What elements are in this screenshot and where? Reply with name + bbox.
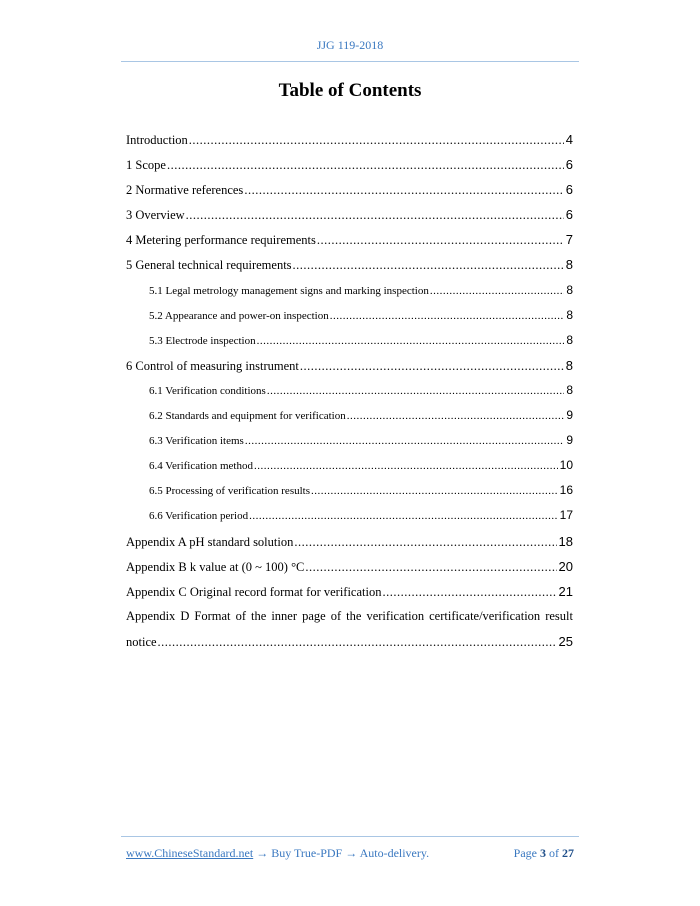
toc-entry-label: 6.1 Verification conditions bbox=[149, 384, 266, 397]
toc-leader bbox=[347, 404, 565, 429]
toc-leader bbox=[245, 429, 565, 454]
toc-entry-label: Appendix C Original record format for verification bbox=[126, 584, 382, 599]
page-current: 3 bbox=[540, 846, 546, 860]
toc-entry-5-3[interactable] bbox=[126, 328, 573, 353]
toc-entry-6-1[interactable] bbox=[126, 378, 573, 403]
toc-entry-general-technical[interactable] bbox=[126, 252, 573, 277]
toc-entry-page: 8 bbox=[566, 282, 573, 297]
toc-entry-6-6[interactable] bbox=[126, 503, 573, 528]
website-link[interactable]: www.ChineseStandard.net bbox=[126, 846, 254, 860]
toc-entry-label: 5.3 Electrode inspection bbox=[149, 334, 256, 347]
toc-leader bbox=[249, 504, 558, 529]
toc-entry-scope[interactable] bbox=[126, 152, 573, 177]
toc-leader bbox=[300, 354, 564, 379]
toc-leader bbox=[244, 178, 563, 203]
toc-leader bbox=[254, 454, 558, 479]
toc-entry-appendix-c[interactable] bbox=[126, 579, 573, 604]
toc-leader bbox=[382, 580, 556, 605]
toc-entry-label: 4 Metering performance requirements bbox=[126, 233, 316, 248]
toc-entry-appendix-a[interactable] bbox=[126, 529, 573, 554]
toc-entry-label: 6.5 Processing of verification results bbox=[149, 485, 310, 498]
toc-entry-page: 25 bbox=[558, 633, 573, 649]
toc-entry-label: Introduction bbox=[126, 133, 188, 147]
toc-leader bbox=[330, 304, 565, 329]
table-of-contents bbox=[126, 127, 573, 654]
toc-entry-appendix-b[interactable] bbox=[126, 554, 573, 579]
header-divider bbox=[121, 61, 579, 62]
toc-entry-6-4[interactable] bbox=[126, 453, 573, 478]
footer-divider bbox=[121, 836, 579, 837]
toc-entry-label: 2 Normative references bbox=[126, 183, 244, 198]
toc-entry-page: 8 bbox=[566, 382, 573, 397]
toc-leader bbox=[293, 253, 564, 278]
footer-tagline: → Buy True-PDF → Auto-delivery. bbox=[253, 846, 430, 860]
toc-leader bbox=[317, 228, 564, 253]
toc-leader bbox=[311, 479, 558, 504]
toc-entry-page: 6 bbox=[565, 182, 573, 198]
toc-entry-page: 16 bbox=[559, 483, 573, 498]
toc-entry-page: 20 bbox=[558, 558, 573, 574]
footer-promo bbox=[126, 846, 429, 861]
toc-entry-page: 6 bbox=[565, 207, 573, 223]
toc-entry-label: 5.1 Legal metrology management signs and marking inspection bbox=[149, 284, 429, 297]
page-word: Page bbox=[513, 846, 537, 860]
toc-entry-6-5[interactable] bbox=[126, 478, 573, 503]
toc-entry-label: 6.3 Verification items bbox=[149, 435, 244, 448]
toc-entry-page: 17 bbox=[559, 508, 573, 523]
toc-entry-page: 7 bbox=[565, 232, 573, 248]
toc-entry-5-2[interactable] bbox=[126, 303, 573, 328]
toc-entry-label: 6 Control of measuring instrument bbox=[126, 358, 299, 373]
toc-entry-label: 5 General technical requirements bbox=[126, 258, 292, 273]
toc-entry-page: 8 bbox=[566, 332, 573, 347]
toc-entry-page: 10 bbox=[559, 458, 573, 473]
toc-leader bbox=[305, 555, 556, 580]
toc-entry-label: Appendix D Format of the inner page of the verification certificate/verification result bbox=[126, 608, 573, 623]
toc-entry-label: 6.4 Verification method bbox=[149, 460, 253, 473]
toc-entry-label: 1 Scope bbox=[126, 158, 166, 173]
toc-entry-label: 3 Overview bbox=[126, 208, 185, 223]
toc-entry-label: Appendix A pH standard solution bbox=[126, 534, 294, 549]
toc-entry-page: 8 bbox=[565, 257, 573, 273]
toc-entry-appendix-d-continued[interactable] bbox=[126, 629, 573, 654]
toc-entry-label: 6.6 Verification period bbox=[149, 510, 249, 523]
toc-entry-page: 21 bbox=[558, 583, 573, 599]
toc-entry-page: 18 bbox=[558, 533, 573, 549]
toc-leader bbox=[189, 128, 564, 153]
toc-entry-6-2[interactable] bbox=[126, 403, 573, 428]
toc-entry-label: 5.2 Appearance and power-on inspection bbox=[149, 309, 329, 322]
page-of: of bbox=[549, 846, 559, 860]
toc-entry-introduction[interactable] bbox=[126, 127, 573, 152]
toc-entry-page: 8 bbox=[566, 307, 573, 322]
toc-entry-page: 8 bbox=[565, 357, 573, 373]
toc-entry-appendix-d[interactable] bbox=[126, 604, 573, 629]
toc-entry-page: 6 bbox=[565, 157, 573, 173]
toc-leader bbox=[257, 329, 565, 354]
page-title: Table of Contents bbox=[278, 80, 422, 101]
toc-leader bbox=[158, 630, 557, 655]
page-total: 27 bbox=[562, 846, 574, 860]
toc-entry-metering-performance[interactable] bbox=[126, 227, 573, 252]
toc-entry-page: 4 bbox=[565, 132, 573, 147]
toc-leader bbox=[294, 530, 556, 555]
running-header: JJG 119-2018 bbox=[316, 38, 384, 52]
toc-leader bbox=[267, 379, 565, 404]
toc-entry-normative-references[interactable] bbox=[126, 177, 573, 202]
toc-entry-page: 9 bbox=[566, 433, 573, 448]
toc-entry-label: 6.2 Standards and equipment for verification bbox=[149, 410, 346, 423]
toc-leader bbox=[430, 279, 564, 304]
toc-entry-control-of-measuring[interactable] bbox=[126, 353, 573, 378]
toc-leader bbox=[186, 203, 564, 228]
toc-entry-label: Appendix B k value at (0 ~ 100) °C bbox=[126, 559, 305, 574]
toc-entry-page: 9 bbox=[566, 408, 573, 423]
toc-entry-label-continued: notice bbox=[126, 634, 157, 649]
toc-entry-6-3[interactable] bbox=[126, 428, 573, 453]
toc-entry-5-1[interactable] bbox=[126, 278, 573, 303]
toc-leader bbox=[167, 153, 564, 178]
page-number bbox=[514, 846, 574, 861]
toc-entry-overview[interactable] bbox=[126, 202, 573, 227]
